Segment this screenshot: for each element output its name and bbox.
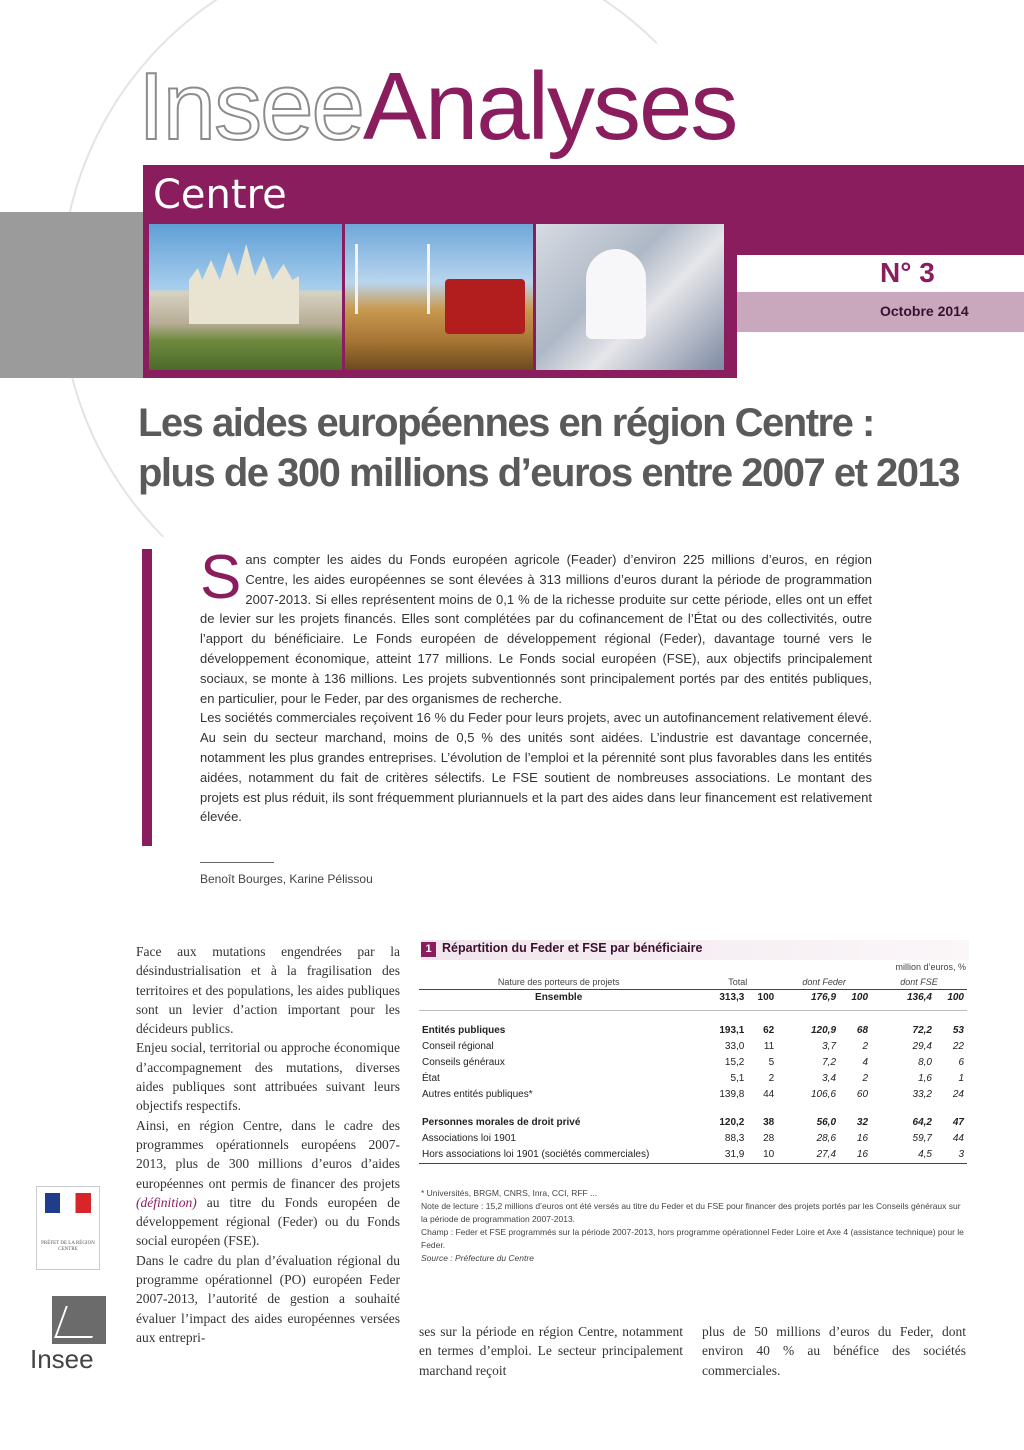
cell: 139,8 [719, 1088, 745, 1100]
table-footnote: * Universités, BRGM, CNRS, Inra, CCI, RFF ... [421, 1188, 598, 1198]
row-label: État [422, 1072, 440, 1084]
region-name: Centre [153, 172, 287, 218]
table-scope-note: Champ : Feder et FSE programmés sur la période 2007-2013, hors programme opérationnel Feder Loire et Axe 4 (assistance technique) pour le Feder. [421, 1227, 964, 1250]
column-header: Nature des porteurs de projets [497, 977, 620, 987]
body-paragraph [136, 1116, 400, 1251]
authors: Benoît Bourges, Karine Pélissou [200, 872, 373, 886]
cell: 64,2 [912, 1116, 932, 1128]
cell: 176,9 [777, 990, 839, 1011]
data-table [419, 975, 967, 1164]
body-paragraph: Dans le cadre du plan d’évaluation régional du programme opérationnel (PO) européen Feder 2007-2013, l’autorité de gestion a souhaité évaluer l’impact des aides européennes versées aux entrepri- [136, 1252, 400, 1345]
row-label: Autres entités publiques* [422, 1088, 533, 1100]
table-header-row [419, 975, 967, 990]
brand-analyses: Analyses [362, 53, 737, 160]
cell: 88,3 [724, 1132, 745, 1144]
cell: 2 [768, 1072, 775, 1084]
insee-logo-text: Insee [30, 1344, 94, 1374]
insee-logo-icon [52, 1296, 106, 1344]
lab-worker-shape [586, 249, 646, 339]
cell: 32 [856, 1116, 869, 1128]
cell: 56,0 [816, 1116, 837, 1128]
cell: 120,9 [811, 1024, 837, 1036]
cell: 16 [839, 1147, 871, 1164]
cell: 53 [952, 1024, 964, 1036]
cell: 1,6 [918, 1072, 932, 1084]
body-text: Ainsi, en région Centre, dans le cadre des programmes opérationnels européens 2007-2013, plus de 300 millions d’euros d’aides européennes ont permis de financer des projets [136, 1117, 400, 1191]
cell: 136,4 [871, 990, 935, 1011]
cell: 31,9 [698, 1147, 747, 1164]
cell: 44 [952, 1132, 964, 1144]
table-row [419, 1131, 967, 1147]
cell: 3 [935, 1147, 967, 1164]
cell: 28,6 [816, 1132, 837, 1144]
page-title [138, 398, 978, 498]
cell: 2 [862, 1072, 869, 1084]
cell: 120,2 [719, 1116, 745, 1128]
cell: 100 [839, 990, 871, 1011]
body-text: au titre du Fonds européen de développement régional (Feder) ou du Fonds social européen (FSE). [136, 1194, 400, 1249]
cell: 106,6 [811, 1088, 837, 1100]
cell: 28 [763, 1132, 775, 1144]
wind-turbine-shape [427, 244, 430, 314]
cell: 72,2 [912, 1024, 932, 1036]
body-paragraph: Face aux mutations engendrées par la désindustrialisation et à la fragilisation des territoires et des populations, les aides publiques sont un levier d’action important pour les décideurs publics. [136, 944, 400, 1037]
cell: 11 [763, 1040, 775, 1052]
cell: 6 [958, 1056, 964, 1068]
body-column-1 [136, 942, 400, 1347]
prefet-logo-text: PRÉFET DE LA RÉGION CENTRE [41, 1241, 95, 1252]
table-row [419, 1087, 967, 1103]
cell: 22 [952, 1040, 964, 1052]
wind-turbine-shape [355, 244, 358, 314]
brand-insee: Insee [138, 53, 363, 160]
castle-shape [189, 244, 299, 324]
table-reading-note: Note de lecture : 15,2 millions d’euros ont été versés au titre du Feder et du FSE pour financer des projets portés par les Conseils généraux sur la période de programmation 2007-2013. [421, 1201, 961, 1224]
cell: 313,3 [698, 990, 747, 1011]
table-source: Source : Préfecture du Centre [421, 1253, 534, 1263]
title-line-2: plus de 300 millions d’euros entre 2007 et 2013 [138, 451, 960, 495]
photo-laboratory [536, 224, 724, 370]
cell: 100 [935, 990, 967, 1011]
harvester-shape [445, 279, 525, 334]
abstract-dropcap: S [200, 543, 242, 612]
cell: 62 [763, 1024, 775, 1036]
body-column-3: plus de 50 millions d’euros du Feder, dont environ 40 % au bénéfice des sociétés commerciales. [702, 1324, 966, 1378]
cell: 4 [862, 1056, 869, 1068]
column-header: dont Feder [802, 977, 846, 987]
title-line-1: Les aides européennes en région Centre : [138, 401, 874, 445]
cell: 47 [952, 1116, 964, 1128]
prefet-logo [36, 1186, 100, 1270]
table-title: Répartition du Feder et FSE par bénéficiaire [442, 941, 703, 955]
row-label: Associations loi 1901 [422, 1132, 516, 1144]
photo-castle [149, 224, 342, 370]
decorative-band-left [0, 212, 150, 378]
cell: 193,1 [719, 1024, 745, 1036]
abstract [200, 543, 872, 827]
cell: 5 [768, 1056, 775, 1068]
cell: 4,5 [871, 1147, 935, 1164]
cell: 24 [952, 1088, 964, 1100]
cell: 3,4 [822, 1072, 837, 1084]
table-row [419, 1055, 967, 1071]
cell: 3,7 [822, 1040, 837, 1052]
abstract-accent-bar [142, 549, 152, 846]
cell: 2 [862, 1040, 869, 1052]
row-label: Entités publiques [422, 1024, 506, 1036]
table-row [419, 1039, 967, 1055]
cell: 100 [747, 990, 777, 1011]
abstract-text-2: Les sociétés commerciales reçoivent 16 % du Feder pour leurs projets, avec un autofinancement relativement élevé. Au sein du secteur marchand, moins de 0,5 % des unités sont aidées. L’industrie est davantage concernée, notamment les plus grandes entreprises. L’évolution de l’emploi et la pérennité sont plus favorables dans les entités aidées, notamment du fait de critères sélectifs. Le FSE soutient de nombreuses associations. Le montant des projets est plus réduit, ils sont fréquemment pluriannuels et la part des aides dans leur financement est relativement élevée. [200, 710, 872, 825]
table-notes [421, 1187, 969, 1265]
body-paragraph: Enjeu social, territorial ou approche économique d’accompagnement des mutations, diverses aides publiques sont attribuées suivant leurs objectifs respectifs. [136, 1040, 400, 1114]
cell: 59,7 [912, 1132, 932, 1144]
cell: 33,0 [724, 1040, 745, 1052]
cell: 10 [747, 1147, 777, 1164]
row-label: Hors associations loi 1901 (sociétés commerciales) [419, 1147, 698, 1164]
row-label: Conseils généraux [422, 1056, 505, 1068]
cell: 8,0 [918, 1056, 932, 1068]
cell: 5,1 [730, 1072, 745, 1084]
definition-link[interactable]: (définition) [136, 1194, 197, 1210]
table-row [419, 990, 967, 1011]
cell: 16 [856, 1132, 869, 1144]
column-header: dont FSE [900, 977, 938, 987]
table-row [419, 1115, 967, 1131]
table-row [419, 1023, 967, 1039]
cell: 68 [856, 1024, 869, 1036]
authors-divider [200, 862, 274, 863]
row-label: Ensemble [419, 990, 698, 1011]
table-unit: million d’euros, % [895, 962, 966, 972]
cell: 27,4 [777, 1147, 839, 1164]
column-header: Total [728, 977, 748, 987]
cell: 60 [856, 1088, 869, 1100]
cell: 44 [763, 1088, 775, 1100]
abstract-text: ans compter les aides du Fonds européen agricole (Feader) d’environ 225 millions d’euros, en région Centre, les aides européennes se sont élevées à 313 millions d’euros durant la période de programmation 2007-2013. Si elles représentent moins de 0,1 % de la richesse produite sur cette période, elles ont un effet de levier sur les projets financés. Elles sont complétées par du cofinancement de l’État ou des collectivités, outre l’apport du bénéficiaire. Le Fonds européen de développement régional (Feder), davantage tourné vers le développement économique, atteint 177 millions. Le Fonds social européen (FSE), aux objectifs principalement sociaux, se monte à 136 millions. Les projets subventionnés sont principalement portés par des entités publiques, en particulier, pour le Feder, par des organismes de recherche. [200, 552, 872, 706]
publication-brand [138, 52, 736, 162]
photo-harvest [345, 224, 533, 370]
cell: 15,2 [724, 1056, 745, 1068]
row-label: Personnes morales de droit privé [422, 1116, 581, 1128]
cell: 7,2 [822, 1056, 837, 1068]
cell: 33,2 [912, 1088, 932, 1100]
row-label: Conseil régional [422, 1040, 494, 1052]
table-number: 1 [421, 942, 436, 957]
issue-date: Octobre 2014 [880, 303, 969, 319]
body-column-2: ses sur la période en région Centre, notamment en termes d’emploi. Le secteur principalement marchand reçoit [419, 1324, 683, 1378]
table-row [419, 1147, 967, 1164]
issue-number: N° 3 [880, 257, 935, 288]
cell: 1 [958, 1072, 964, 1084]
cell: 29,4 [912, 1040, 932, 1052]
cell: 38 [763, 1116, 775, 1128]
table-row [419, 1071, 967, 1087]
marianne-flag-icon [45, 1193, 91, 1213]
